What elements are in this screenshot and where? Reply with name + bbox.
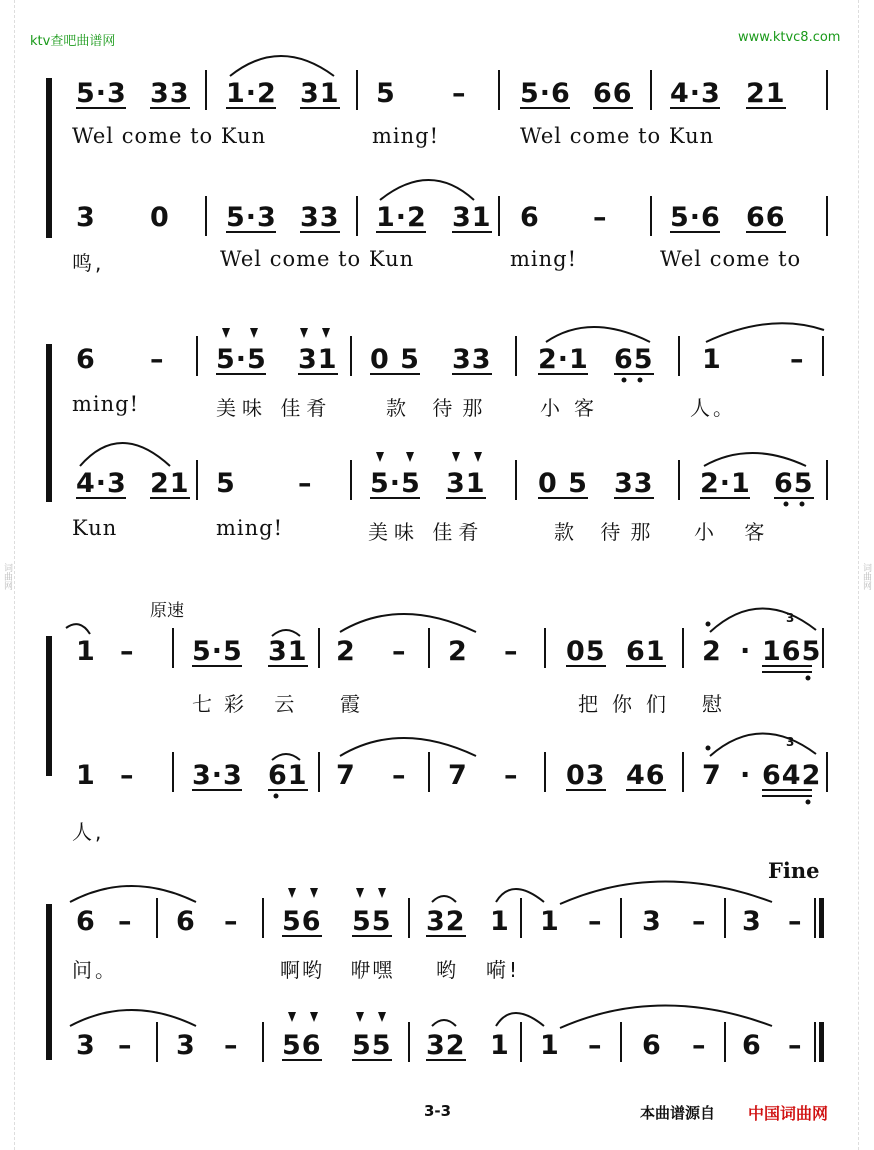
slur-mark	[704, 453, 806, 466]
svg-text:3: 3	[786, 735, 795, 749]
lyric: 款 待那	[386, 396, 493, 420]
note-group: 5	[216, 468, 236, 499]
slur-mark	[70, 886, 196, 902]
note-group: 5·6	[520, 78, 571, 109]
note-group: 6	[76, 906, 96, 937]
note-group: –	[150, 344, 165, 375]
note-group: 55	[352, 906, 392, 937]
note-group: 55	[352, 1030, 392, 1061]
note-group: 1	[76, 636, 96, 667]
watermark-text: 词曲网	[2, 562, 12, 590]
note-group: 2	[336, 636, 356, 667]
lyric: 啊哟 咿嘿	[280, 958, 395, 982]
lyric: ming!	[372, 124, 440, 148]
lyric: 小 客	[694, 520, 777, 544]
lyric: 鸣,	[72, 251, 105, 275]
watermark-text: 词曲网	[861, 562, 871, 590]
note-group: 56	[282, 1030, 322, 1061]
lyric: ming!	[216, 516, 284, 540]
note-group: 6	[520, 202, 540, 233]
lyric: Wel come to Kun	[72, 124, 267, 148]
note-group: 65	[614, 344, 654, 375]
lyric: 问。	[72, 958, 118, 982]
slur-mark	[66, 624, 90, 634]
note-group: –	[224, 1030, 239, 1061]
note-group: –	[692, 906, 707, 937]
note-group: 5·5	[192, 636, 243, 667]
svg-text:3: 3	[786, 611, 795, 625]
slur-mark	[80, 443, 170, 466]
note-group: 6	[76, 344, 96, 375]
note-group: 1	[490, 1030, 510, 1061]
note-group: 1	[490, 906, 510, 937]
header-site-right[interactable]: www.ktvc8.com	[738, 30, 841, 45]
note-group: 2·1	[538, 344, 589, 375]
note-group: –	[692, 1030, 707, 1061]
slur-mark	[706, 323, 824, 342]
note-group: 2	[448, 636, 468, 667]
slur-mark	[710, 733, 816, 756]
lyric: 七彩 云	[192, 692, 307, 716]
note-group: 3	[76, 1030, 96, 1061]
slur-mark	[560, 1005, 772, 1028]
slur-mark	[496, 889, 544, 902]
note-group: 32	[426, 906, 466, 937]
lyric: ming!	[510, 247, 578, 271]
note-group: 4·3	[76, 468, 127, 499]
note-group: –	[788, 1030, 803, 1061]
slur-mark	[272, 630, 300, 636]
note-group: –	[588, 1030, 603, 1061]
note-group: –	[392, 636, 407, 667]
note-group: 3	[742, 906, 762, 937]
note-group: 33	[452, 344, 492, 375]
slur-mark	[272, 754, 300, 760]
note-group: 66	[593, 78, 633, 109]
note-group: –	[588, 906, 603, 937]
lyric: 慰	[702, 692, 725, 716]
note-group: –	[118, 906, 133, 937]
note-group: 61	[268, 760, 308, 791]
page-number: 3-3	[424, 1102, 452, 1120]
note-group: 46	[626, 760, 666, 791]
note-group: –	[118, 1030, 133, 1061]
note-group: 2·1	[700, 468, 751, 499]
note-group: 1·2	[226, 78, 277, 109]
note-group: –	[120, 636, 135, 667]
note-group: 3	[642, 906, 662, 937]
lyric: Wel come to Kun	[220, 247, 415, 271]
note-group: 0 5	[370, 344, 420, 375]
note-group: 1	[702, 344, 722, 375]
note-group: 31	[300, 78, 340, 109]
note-group: 3	[176, 1030, 196, 1061]
slur-mark	[380, 180, 474, 200]
lyric: 嗬!	[486, 958, 521, 982]
note-group: 31	[298, 344, 338, 375]
note-group: 21	[746, 78, 786, 109]
fine-mark: Fine	[768, 858, 820, 883]
lyric: Wel come to Kun	[520, 124, 715, 148]
note-group: 21	[150, 468, 190, 499]
note-group: 7	[702, 760, 722, 791]
note-group: 6	[176, 906, 196, 937]
note-group: 05	[566, 636, 606, 667]
note-group: 0	[150, 202, 170, 233]
lyric: Kun	[72, 516, 118, 540]
slur-mark	[340, 738, 476, 756]
note-group: ·	[740, 636, 752, 667]
note-group: 5·3	[76, 78, 127, 109]
note-group: –	[504, 636, 519, 667]
note-group: 1	[76, 760, 96, 791]
note-group: –	[790, 344, 805, 375]
note-group: 5	[376, 78, 396, 109]
note-group: 03	[566, 760, 606, 791]
note-group: –	[392, 760, 407, 791]
note-group: 65	[774, 468, 814, 499]
slur-mark	[432, 896, 456, 902]
note-group: 33	[150, 78, 190, 109]
lyric: ming!	[72, 392, 140, 416]
note-group: –	[298, 468, 313, 499]
slur-mark	[230, 56, 334, 76]
note-group: 3·3	[192, 760, 243, 791]
source-label: 本曲谱源自	[640, 1104, 716, 1122]
note-group: 5·5	[370, 468, 421, 499]
note-group: –	[504, 760, 519, 791]
note-group: 1	[540, 1030, 560, 1061]
note-group: 33	[614, 468, 654, 499]
slur-mark	[560, 881, 772, 904]
lyric: 美味 佳肴	[368, 520, 485, 544]
lyric: 人,	[72, 820, 105, 844]
slur-mark	[546, 327, 650, 342]
note-group: 5·3	[226, 202, 277, 233]
note-group: –	[224, 906, 239, 937]
note-group: 1·2	[376, 202, 427, 233]
note-group: 5·5	[216, 344, 267, 375]
note-group: 56	[282, 906, 322, 937]
note-group: 31	[268, 636, 308, 667]
note-group: 1	[540, 906, 560, 937]
lyric: 哟	[436, 958, 459, 982]
note-group: 165	[762, 636, 822, 667]
note-group: 66	[746, 202, 786, 233]
lyric: 美味 佳肴	[216, 396, 333, 420]
note-group: 642	[762, 760, 822, 791]
note-group: 2	[702, 636, 722, 667]
note-group: 31	[452, 202, 492, 233]
note-group: 7	[448, 760, 468, 791]
note-group: –	[788, 906, 803, 937]
lyric: 款 待那	[554, 520, 661, 544]
note-group: 4·3	[670, 78, 721, 109]
slur-mark	[340, 614, 476, 632]
note-group: –	[452, 78, 467, 109]
note-group: 3	[76, 202, 96, 233]
note-group: 6	[642, 1030, 662, 1061]
source-site-link[interactable]: 中国词曲网	[748, 1104, 829, 1123]
slur-mark	[496, 1013, 544, 1026]
tempo-mark: 原速	[150, 601, 184, 621]
note-group: ·	[740, 760, 752, 791]
note-group: –	[593, 202, 608, 233]
lyric: Wel come to	[660, 247, 802, 271]
lyric: 小客	[540, 396, 608, 420]
note-group: 31	[446, 468, 486, 499]
slur-mark	[70, 1010, 196, 1026]
slur-mark	[710, 608, 816, 632]
lyric: 人。	[690, 396, 736, 420]
note-group: 0 5	[538, 468, 588, 499]
note-group: –	[120, 760, 135, 791]
note-group: 6	[742, 1030, 762, 1061]
note-group: 5·6	[670, 202, 721, 233]
note-group: 33	[300, 202, 340, 233]
header-site-left[interactable]: ktv查吧曲谱网	[30, 34, 116, 49]
note-group: 61	[626, 636, 666, 667]
lyric: 霞	[340, 692, 363, 716]
lyric: 把你们	[578, 692, 680, 716]
note-group: 32	[426, 1030, 466, 1061]
note-group: 7	[336, 760, 356, 791]
slur-mark	[432, 1020, 456, 1026]
